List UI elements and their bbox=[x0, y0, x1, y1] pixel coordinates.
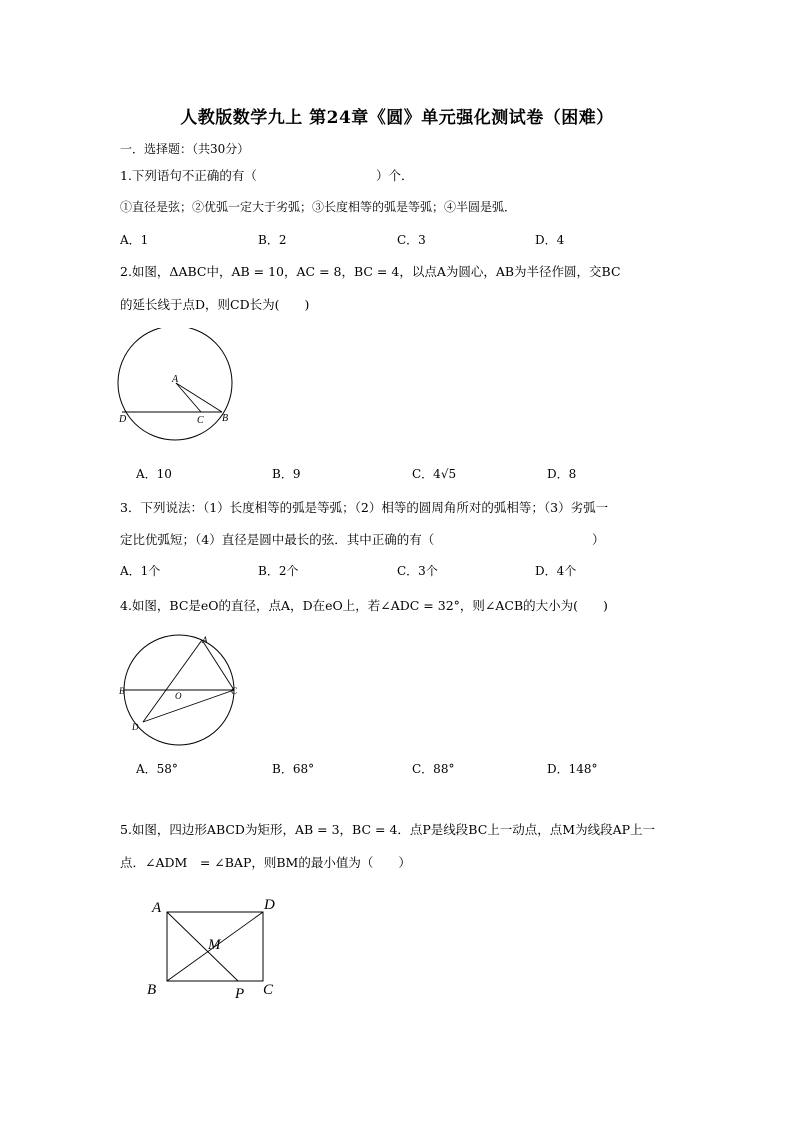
q4-label-b: B bbox=[119, 686, 125, 696]
q3-option-c[interactable]: C．3个 bbox=[397, 564, 438, 578]
q2-label-c: C bbox=[197, 415, 204, 426]
q2-option-a[interactable]: A．10 bbox=[136, 467, 172, 481]
q1-option-c[interactable]: C．3 bbox=[397, 233, 426, 247]
q5-label-b: B bbox=[147, 982, 157, 998]
q4-label-o: O bbox=[175, 691, 182, 701]
q2-line-ac bbox=[176, 383, 201, 412]
q1-statements: ①直径是弦；②优弧一定大于劣弧；③长度相等的弧是等弧；④半圆是弧． bbox=[120, 200, 517, 214]
section-heading: 一．选择题：（共30分） bbox=[120, 142, 250, 156]
q2-option-b[interactable]: B．9 bbox=[272, 467, 301, 481]
q5-label-d: D bbox=[264, 897, 275, 913]
q4-label-d: D bbox=[132, 722, 139, 732]
q1-option-b[interactable]: B．2 bbox=[258, 233, 287, 247]
q4-option-c[interactable]: C．88° bbox=[412, 762, 455, 776]
page-title: 人教版数学九上 第24章《圆》单元强化测试卷（困难） bbox=[180, 108, 614, 128]
q1-stem-end: ）个． bbox=[376, 168, 414, 183]
q2-stem-line2: 的延长线于点D，则CD长为( ) bbox=[120, 297, 310, 312]
q2-option-c[interactable]: C．4√5 bbox=[412, 467, 457, 481]
q4-label-a: A bbox=[202, 635, 208, 645]
q5-label-a: A bbox=[152, 900, 162, 916]
q3-stem-line2: 定比优弧短；（4）直径是圆中最长的弦．其中正确的有（ bbox=[120, 532, 435, 547]
q4-line-ac bbox=[202, 640, 234, 690]
q1-stem-start: 1.下列语句不正确的有（ bbox=[120, 168, 257, 183]
q5-stem-line2: 点．∠ADM = ∠BAP，则BM的最小值为（ ） bbox=[120, 855, 411, 870]
q2-option-d[interactable]: D．8 bbox=[547, 467, 577, 481]
q2-label-a: A bbox=[172, 374, 179, 385]
q5-label-c: C bbox=[263, 982, 274, 998]
q4-line-dc bbox=[143, 690, 234, 722]
q1-option-d[interactable]: D．4 bbox=[535, 233, 565, 247]
q3-option-d[interactable]: D．4个 bbox=[535, 564, 577, 578]
q3-stem-line1: 3．下列说法：（1）长度相等的弧是等弧；（2）相等的圆周角所对的弧相等；（3）劣弧一 bbox=[120, 500, 609, 515]
q3-stem-line2-end: ） bbox=[592, 532, 605, 547]
q5-label-m: M bbox=[208, 937, 221, 953]
q5-line-ap bbox=[167, 912, 238, 981]
q4-stem: 4.如图，BC是eO的直径，点A，D在eO上，若∠ADC = 32°，则∠ACB的大小为( ) bbox=[120, 598, 608, 613]
q5-stem-line1: 5.如图，四边形ABCD为矩形，AB = 3，BC = 4．点P是线段BC上一动点，点M为线段AP上一 bbox=[120, 822, 656, 837]
q4-circle-figure bbox=[116, 630, 246, 750]
q4-option-a[interactable]: A．58° bbox=[136, 762, 178, 776]
q4-option-d[interactable]: D．148° bbox=[547, 762, 598, 776]
q3-option-a[interactable]: A．1个 bbox=[120, 564, 161, 578]
q2-stem-line1: 2.如图，ΔABC中，AB = 10，AC = 8，BC = 4，以点A为圆心，AB为半径作圆，交BC bbox=[120, 264, 621, 279]
q1-option-a[interactable]: A．1 bbox=[120, 233, 149, 247]
q4-line-ad bbox=[143, 640, 202, 722]
q2-label-b: B bbox=[222, 413, 229, 424]
q3-option-b[interactable]: B．2个 bbox=[258, 564, 299, 578]
q4-label-c: C bbox=[231, 686, 238, 696]
q2-label-d: D bbox=[119, 414, 127, 425]
q5-rectangle-figure bbox=[140, 890, 290, 1008]
q2-circle-figure bbox=[112, 328, 242, 448]
q4-option-b[interactable]: B．68° bbox=[272, 762, 315, 776]
q5-label-p: P bbox=[235, 986, 245, 1002]
q2-line-ab bbox=[176, 383, 222, 412]
